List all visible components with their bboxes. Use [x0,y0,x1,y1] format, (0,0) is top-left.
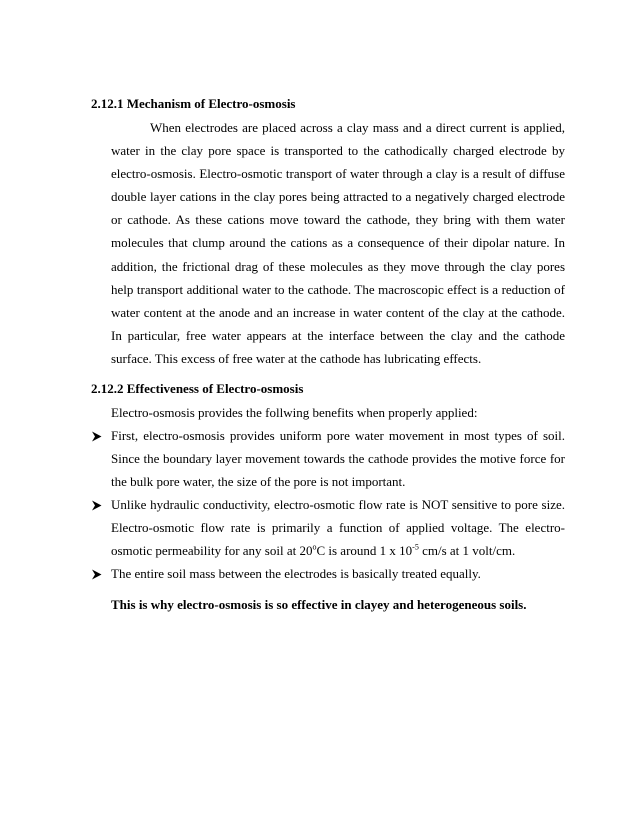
conclusion-statement: This is why electro-osmosis is so effective in clayey and heterogeneous soils. [111,597,527,612]
superscript-degree: o [312,542,317,552]
mechanism-paragraph-text: When electrodes are placed across a clay mass and a direct current is applied, water in the clay pore space is transported to the cathodically charged electrode by electro-osmosis. Electro-osmotic transport of water through a clay is a result of diffuse double layer cations in the clay pores being attracted to a negatively charged electrode or cathode. As these cations move toward the cathode, they bring with them water molecules that clump around the cations as a consequence of their dipolar nature. In addition, the frictional drag of these molecules as they move through the clay pores help transport additional water to the cathode. The macroscopic effect is a reduction of water content at the anode and an increase in water content of the clay at the cathode. In particular, free water appears at the interface between the clay and the cathode surface. This excess of free water at the cathode has lubricating effects. [111,120,565,366]
arrowhead-bullet-icon [91,569,102,580]
section-heading-mechanism: 2.12.1 Mechanism of Electro-osmosis [91,96,296,111]
arrowhead-bullet-icon [91,500,102,511]
section-heading-effectiveness: 2.12.2 Effectiveness of Electro-osmosis [91,381,304,396]
effectiveness-intro: Electro-osmosis provides the follwing benefits when properly applied: [111,405,478,420]
bullet-text-part: Unlike hydraulic conductivity, electro-osmotic flow rate is NOT sensitive to pore size. Electro-osmotic flow rate is primarily a function of applied voltage. The electro-osmotic permeability for any soil at 20 [111,497,565,559]
bullet-text: The entire soil mass between the electrodes is basically treated equally. [111,566,481,581]
superscript-exponent: -5 [412,542,419,552]
bullet-text [111,493,565,562]
arrowhead-bullet-icon [91,431,102,442]
bullet-text: First, electro-osmosis provides uniform pore water movement in most types of soil. Since the boundary layer movement towards the cathode provides the motive force for the bulk pore water, the size of the pore is not important. [111,428,565,490]
mechanism-paragraph [111,116,565,370]
bullet-text-part: cm/s at 1 volt/cm. [418,543,516,559]
bullet-text-part: C is around 1 x 10 [316,543,413,559]
